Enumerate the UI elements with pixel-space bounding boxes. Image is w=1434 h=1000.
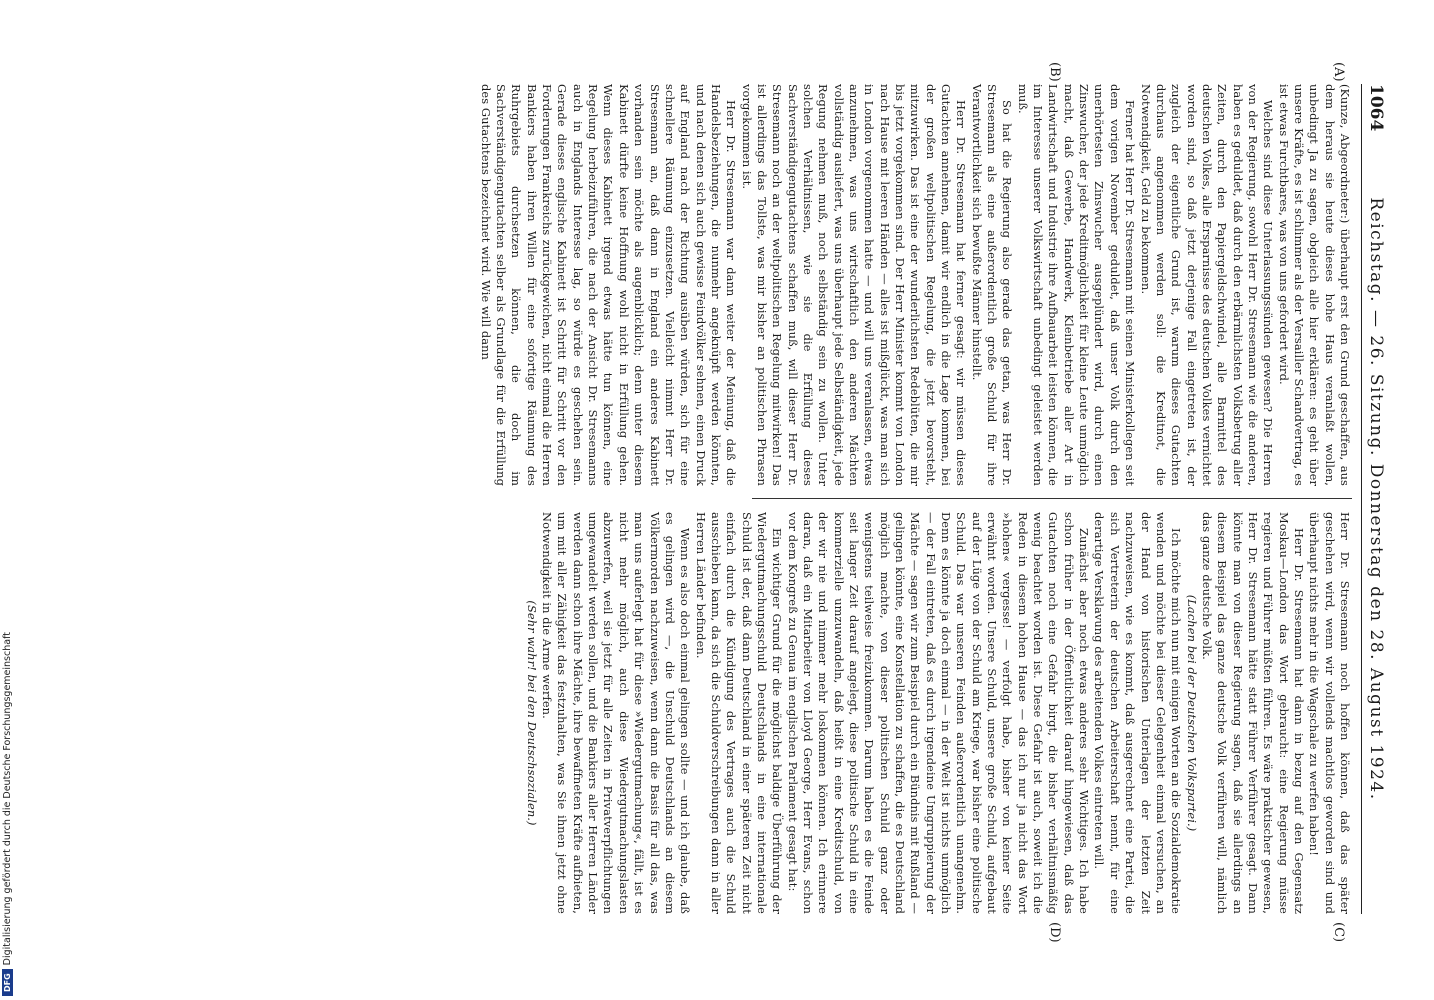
header-rule: [1361, 84, 1362, 914]
paragraph: Ferner hat Herr Dr. Stresemann mit seinen Ministerkollegen seit dem vorigen November geduldet, daß unser Volk durch den unerhörtesten Zinswucher ausgeplündert wird, durch einen Zinswucher, der jede Kreditmöglichkeit für kleine Leute unmöglich macht, daß Gewerbe, Handwerk, Kleinbetriebe aller Art in Landwirtschaft und Industrie ihre Aufbauarbeit leisten können, die im Interesse unserer Volkswirtschaft unbedingt geleistet werden muß.: [1015, 84, 1138, 486]
paragraph: Herr Dr. Stresemann war dann weiter der Meinung, daß die Handelsbeziehungen, die nunmehr angeknüpft werden könnten, und nach denen sich auch gewisse Feindvölker sehnen, einen Druck auf England nach der Richtung ausüben würden, sich für eine schnellere Räumung einzusetzen. Vielleicht nimmt Herr Dr. Stresemann an, daß dann in England ein anderes Kabinett vorhanden sein möchte als augenblicklich; denn unter diesem Kabinett dürfte keine Hoffnung wohl nicht in Erfüllung gehen. Wenn dieses Kabinett irgend etwas hätte tun können, eine Regelung herbeizuführen, die nach der Ansicht Dr. Stresemanns auch in Englands Interesse lag, so würde es geschehen sein. Gerade dieses englische Kabinett ist Schritt für Schritt vor den Forderungen Frankreichs zurückgewichen, nicht einmal die Herren Bankiers haben ihren Willen für eine sofortige Räumung des Ruhrgebiets durchsetzen können, die doch im Sachverständigengutachten selber als Grundlage für die Erfüllung des Gutachtens bezeichnet wird. Wie will dann: [478, 84, 739, 486]
paragraph: Wenn es also doch einmal gelingen sollte — und ich glaube, daß es gelingen wird —, die Unschuld Deutschlands an diesem Völkermorden nachzuweisen, wenn dann die Basis für all das, was man uns auferlegt hat für diese »Wiedergutmachung«, fällt, ist es nicht mehr möglich, auch diese Wiedergutmachungslasten abzuwerfen, weil sie jetzt für alle Zeiten in Privatverpflichtungen umgewandelt werden sollen, und die Bankiers aller Herren Länder werden dann schon ihre Mächte, ihre bewaffneten Kräfte aufbieten, um mit aller Zähigkeit das festzuhalten, was Sie ihnen jetzt ohne Notwendigkeit in die Arme werfen.: [540, 512, 693, 914]
paragraph: Welches sind diese Unterlassungssünden gewesen? Die Herren von der Regierung, sowohl Herr Dr. Stresemann wie die anderen, haben es geduldet, daß durch den erbärmlichsten Volksbetrug aller Zeiten, durch den Papiergeldschwindel, alle Barmittel des deutschen Volkes, alle Ersparnisse des deutschen Volkes vernichtet worden sind, so daß jetzt derjenige Fall eingetreten ist, der zugleich der eigentliche Grund ist, warum dieses Gutachten durchaus angenommen werden soll: die Kreditnot, die Notwendigkeit, Geld zu bekommen.: [1138, 84, 1276, 486]
paragraph: (Kunze, Abgeordneter:) überhaupt erst den Grund geschaffen, aus dem heraus sie heute dieses hohe Haus veranlaßt wollen, unbedingt Ja zu sagen, obgleich alle hier erklären: es geht über unsere Kräfte, es ist schlimmer als der Versailler Schandvertrag, es ist etwas Furchtbares, was von uns gefordert wird.: [1276, 84, 1352, 486]
digitization-credit: [2, 0, 18, 996]
paragraph: Herr Dr. Stresemann hat dann in bezug auf den Gegensatz Moskau—London das Wort gebraucht: eine Regierung müsse regieren und Führer müßten führen. Es wäre praktischer gewesen, Herr Dr. Stresemann hätte statt Führer Verführer gesagt. Dann könnte man von dieser Regierung sagen, daß sie allerdings an diesem Beispiel das ganze deutsche Volk verführen will, nämlich das ganze deutsche Volk.: [1199, 512, 1306, 914]
page-title: Reichstag. — 26. Sitzung. Donnerstag den 28. August 1924.: [1366, 197, 1386, 801]
paragraph: Ich möchte mich nun mit einigen Worten an die Sozialdemokratie wenden und möchte bei dieser Gelegenheit einmal versuchen, an der Hand von historischen Unterlagen der letzten Zeit nachzuweisen, wie es kommt, daß ausgerechnet eine Partei, die sich Vertreterin der deutschen Arbeiterschaft nennt, für eine derartige Versklavung des arbeitenden Volkes eintreten will.: [1092, 512, 1184, 914]
page-number: 1064: [1366, 84, 1386, 132]
quotation: Ein wichtiger Grund für die möglichst baldige Überführung der Wiedergutmachungsschuld Deutschlands in eine internationale Schuld ist der, daß dann Deutschland in einer späteren Zeit nicht einfach durch die Kündigung des Vertrages auch die Schuld ausschieben kann, da sich die Schuldverschreibungen dann in aller Herren Länder befinden.: [693, 512, 785, 914]
right-text-column: [524, 512, 1352, 914]
interjection: (Sehr wahr! bei den Deutschsozialen.): [524, 600, 539, 826]
paragraph: So hat die Regierung also gerade das getan, was Herr Dr. Stresemann als eine außerordentlich große Schuld für ihre Verantwortlichkeit sich bewußte Männer hinstellt.: [969, 84, 1015, 486]
credit-text: Digitalisierung gefördert durch die Deutsche Forschungsgemeinschaft: [2, 632, 13, 966]
margin-letter-c: (C): [1331, 922, 1346, 943]
left-text-column: [478, 84, 1352, 486]
dfg-logo-icon: DFG: [2, 969, 13, 996]
margin-letter-a: (A): [1331, 62, 1346, 82]
column-divider: [752, 498, 1352, 499]
paragraph: Zunächst aber noch etwas anderes sehr Wichtiges. Ich habe schon früher in der Öffentlichkeit darauf hingewiesen, daß das Gutachten noch eine Gefahr birgt, die bisher verhältnismäßig wenig beachtet worden ist. Diese Gefahr ist auch, soweit ich die Reden in diesem hohen Hause — das ich nur ja nicht das Wort »hohen« vergesse! — verfolgt habe, bisher von keiner Seite erwähnt worden. Unsere Schuld, unsere große Schuld, aufgebaut auf der Lüge von der Schuld am Kriege, war bisher eine politische Schuld. Das war unseren Feinden außerordentlich unangenehm. Denn es könnte ja doch einmal — in der Welt ist nichts unmöglich — der Fall eintreten, daß es durch irgendeine Umgruppierung der Mächte — sagen wir zum Beispiel durch ein Bündnis mit Rußland — gelingen könnte, eine Konstellation zu schaffen, die es Deutschland möglich machte, von dieser politischen Schuld ganz oder wenigstens teilweise freizukommen. Darum haben es die Feinde seit langer Zeit darauf angelegt, diese politische Schuld in eine kommerzielle umzuwandeln, daß heißt in eine Kreditschuld, von der wir nie und nimmer mehr loskommen können. Ich erinnere daran, daß ein Mitarbeiter von Lloyd George, Herr Evans, schon vor dem Kongreß zu Genua im englischen Parlament gesagt hat:: [785, 512, 1092, 914]
margin-letter-b: (B): [1047, 62, 1062, 82]
paragraph: Herr Dr. Stresemann noch hoffen können, daß das später geschehen wird, wenn wir vollends machtlos geworden sind und überhaupt nichts mehr in die Wagschale zu werfen haben!: [1307, 512, 1352, 914]
margin-letter-d: (D): [1047, 922, 1062, 943]
interjection: (Lachen bei der Deutschen Volkspartei.): [1184, 594, 1199, 832]
page-header: [1364, 84, 1386, 914]
paragraph: Herr Dr. Stresemann hat ferner gesagt: wir müssen dieses Gutachten annehmen, damit wir endlich in die Lage kommen, bei der großen weltpolitischen Regelung, die jetzt bevorsteht, mitzuwirken. Das ist eine der wunderlichsten Redeblüten, die mir bis jetzt vorgekommen sind. Der Herr Minister kommt von London nach Hause mit leeren Händen — alles ist mißglückt, was man sich in London vorgenommen hatte — und will uns veranlassen, etwas anzunehmen, was uns wirtschaftlich den anderen Mächten vollständig ausliefert, was uns überhaupt jede Selbständigkeit, jede Regung nehmen muß, noch selbständig sein zu wollen. Unter solchen Verhältnissen, wie sie die Erfüllung dieses Sachverständigengutachtens schaffen muß, will dieser Herr Dr. Stresemann noch an der weltpolitischen Regelung mitwirken! Das ist allerdings das Tollste, was mir bisher an politischen Phrasen vorgekommen ist.: [739, 84, 969, 486]
